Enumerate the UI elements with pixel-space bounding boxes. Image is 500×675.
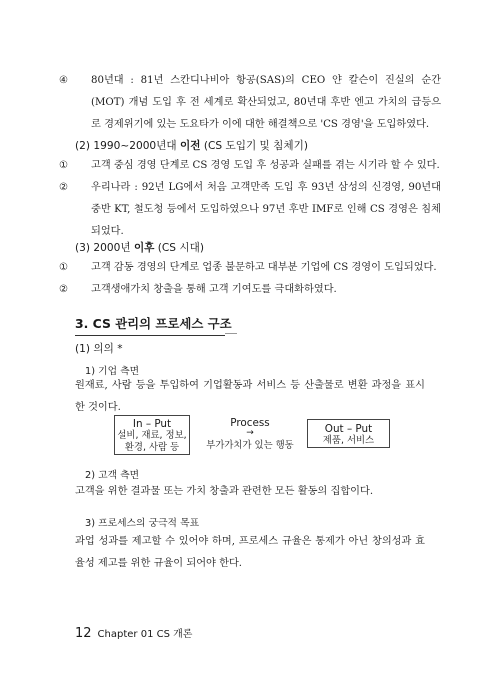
heading-1990s: (2) 1990~2000년대 이전 (CS 도입기 및 침체기) <box>75 140 308 152</box>
heading-2000s: (3) 2000년 이후 (CS 시대) <box>75 242 204 254</box>
subheading-customer: 2) 고객 측면 <box>85 470 140 481</box>
circled-number: ① <box>59 262 69 273</box>
circled-number: ① <box>59 160 69 171</box>
section-title: 3. CS 관리의 프로세스 구조 <box>75 314 225 336</box>
list-item-2000s-1 <box>59 257 441 279</box>
circled-number: ② <box>59 182 69 193</box>
input-box: In – Put 설비, 재료, 정보, 환경, 사람 등 <box>114 415 190 455</box>
page-number: 12 <box>75 626 92 641</box>
circled-number: ② <box>59 284 69 295</box>
page-footer <box>75 622 192 641</box>
item-text: 고객생애가치 창출을 통해 고객 기여도를 극대화하였다. <box>91 284 337 295</box>
process-label: Process → 부가가치가 있는 행동 <box>200 417 300 451</box>
item-text: 고객 중심 경영 단계로 CS 경영 도입 후 성공과 실패를 겪는 시기라 할 수 있다. <box>91 160 440 171</box>
heading-meaning: (1) 의의 * <box>75 343 123 355</box>
chapter-label: Chapter 01 CS 개론 <box>97 629 193 640</box>
paragraph-customer: 고객을 위한 결과물 또는 가치 창출과 관련한 모든 활동의 집합이다. <box>75 486 374 497</box>
output-box: Out – Put 제품, 서비스 <box>307 419 390 448</box>
paragraph-company: 원재료, 사람 등을 투입하여 기업활동과 서비스 등 산출물로 변환 과정을 표시한 것이다. <box>75 380 425 413</box>
circled-number: ④ <box>59 75 69 86</box>
subheading-goal: 3) 프로세스의 궁극적 목표 <box>85 518 200 529</box>
item-text: 우리나라 : 92년 LG에서 처음 고객만족 도입 후 93년 삼성의 신경영, 90년대 중반 KT, 철도청 등에서 도입하였으나 97년 후반 IMF로 인해 CS 경영은 침체되었다. <box>91 182 441 237</box>
list-item-1990s-2 <box>59 177 441 243</box>
item-text: 80년대 : 81년 스칸디나비아 항공(SAS)의 CEO 얀 칼슨이 진실의 순간(MOT) 개념 도입 후 전 세계로 확산되었고, 80년대 후반 엔고 가치의 급등으로 경제위기에 있는 도요타가 이에 대한 해결책으로 'CS 경영'을 도입하였다. <box>91 75 441 130</box>
list-item-1990s-1 <box>59 155 441 177</box>
paragraph-goal: 과업 성과를 제고할 수 있어야 하며, 프로세스 규율은 통제가 아닌 창의성과 효율성 제고를 위한 규율이 되어야 한다. <box>75 536 425 569</box>
item-text: 고객 감동 경영의 단계로 업종 불문하고 대부분 기업에 CS 경영이 도입되었다. <box>91 262 437 273</box>
right-arrow-icon: → <box>246 428 254 438</box>
section-title-rule <box>225 333 237 334</box>
subheading-company: 1) 기업 측면 <box>85 366 140 377</box>
list-item-80s <box>59 70 441 136</box>
list-item-2000s-2 <box>59 279 441 301</box>
